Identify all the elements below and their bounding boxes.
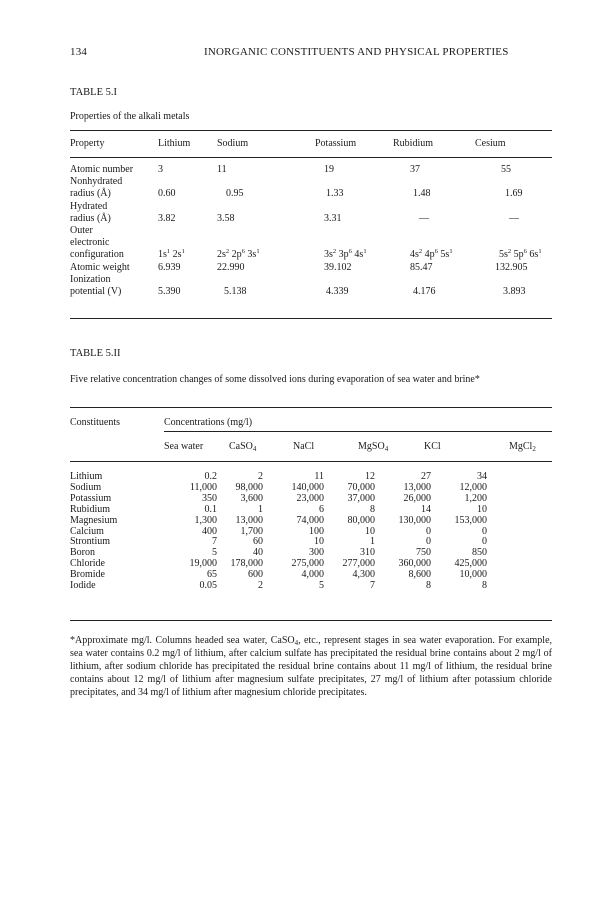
table-cell: 1,200: [464, 492, 487, 504]
table2-footnote: *Approximate mg/l. Columns headed sea water, CaSO$_4$, etc., represent stages in sea water evaporation. For example, sea water contains 0.2 mg/l of lithium, after calcium sulfate has precipitated the residual brine contains about 2 mg/l of lithium, after sodium chloride has precipitated the residual brine contains about 11 mg/l of lithium, the residual brine contains about 12 mg/l of lithium after magnesium sulfate precipitates, 27 mg/l of lithium after potassium chloride precipitates, and 34 mg/l of lithium after magnesium chloride precipitates.: [70, 635, 553, 698]
table-cell: 37,000: [347, 492, 375, 504]
table-cell: 27: [421, 471, 431, 482]
constituent-name: Sodium: [70, 481, 102, 493]
table-cell: 8: [426, 580, 431, 592]
table-cell: 4,300: [352, 569, 375, 581]
property-label: Hydrated: [70, 200, 108, 212]
table-cell: 12,000: [459, 481, 487, 493]
table-row: [70, 213, 579, 225]
table-cell: 8: [482, 580, 487, 592]
table-row: [70, 176, 579, 188]
table-cell: 70,000: [347, 481, 375, 493]
table-row: [70, 262, 579, 274]
table2-constituents-header: Constituents: [70, 417, 121, 428]
table-cell: 100: [309, 525, 324, 537]
table-cell: 350: [202, 492, 217, 504]
table-row: [70, 164, 579, 176]
table2-stage-header: MgSO$_4$: [358, 441, 389, 453]
constituent-name: Lithium: [70, 471, 103, 482]
table-cell: 3.31: [324, 212, 342, 224]
config-cell: $2s^2$ $2p^6$ $3s^1$: [217, 248, 260, 261]
property-label: potential (V): [70, 286, 122, 298]
table1-caption: Properties of the alkali metals: [70, 111, 190, 122]
table-row: [70, 581, 487, 592]
property-label: Nonhydrated: [70, 176, 123, 188]
constituent-name: Strontium: [70, 536, 111, 548]
table-cell: 19: [324, 164, 334, 175]
table-cell: 3.58: [217, 212, 235, 224]
table-cell: 3: [158, 164, 163, 175]
table-cell: 1,300: [194, 514, 217, 526]
constituent-name: Magnesium: [70, 514, 118, 526]
table-cell: 850: [472, 547, 487, 559]
table2-bottom-rule: [70, 620, 552, 621]
constituent-name: Rubidium: [70, 503, 111, 515]
config-cell: $3s^2$ $3p^6$ $4s^1$: [324, 248, 367, 261]
table2-stage-header: KCl: [424, 441, 441, 452]
table-cell: 1: [258, 503, 263, 515]
table-cell: 13,000: [235, 514, 263, 526]
table-cell: 0: [482, 525, 487, 537]
table-cell: 277,000: [342, 558, 375, 570]
property-label: Atomic weight: [70, 261, 130, 273]
table-cell: 0: [426, 525, 431, 537]
table-row: [70, 516, 487, 527]
table-cell: 65: [207, 569, 217, 581]
table-cell: 153,000: [454, 514, 487, 526]
table-cell: 178,000: [230, 558, 263, 570]
table-cell: 6: [319, 503, 324, 515]
table-cell: 11: [217, 164, 227, 175]
table1-header-rule: [70, 157, 552, 158]
property-label: configuration: [70, 249, 124, 261]
table-cell: 7: [370, 580, 375, 592]
constituent-name: Chloride: [70, 558, 105, 570]
table-cell: 19,000: [189, 558, 217, 570]
table2-caption: Five relative concentration changes of some dissolved ions during evaporation of sea water and brine*: [70, 374, 480, 385]
constituent-name: Calcium: [70, 525, 104, 537]
table-row: [70, 274, 579, 286]
table-cell: 7: [212, 536, 217, 548]
table-cell: 275,000: [291, 558, 324, 570]
table-cell: 2: [258, 580, 263, 592]
table2-concentrations-rule: [164, 431, 552, 432]
table-cell: 3.893: [503, 286, 526, 298]
table-row: [70, 505, 487, 516]
table2-label: TABLE 5.II: [70, 348, 121, 359]
table-row: [70, 527, 487, 538]
table-cell: 74,000: [296, 514, 324, 526]
table-cell: 3,600: [240, 492, 263, 504]
table-cell: 600: [248, 569, 263, 581]
config-cell: $1s^1$ $2s^1$: [158, 248, 185, 261]
table-cell: 40: [253, 547, 263, 559]
table-cell: 360,000: [398, 558, 431, 570]
table-cell: 98,000: [235, 481, 263, 493]
table-cell: 130,000: [398, 514, 431, 526]
table-cell: 425,000: [454, 558, 487, 570]
table-cell: 5.390: [158, 286, 181, 298]
table1-col-header: Rubidium: [393, 138, 434, 149]
table-cell: 1: [370, 536, 375, 548]
table-cell: 80,000: [347, 514, 375, 526]
table-cell: 10: [477, 503, 487, 515]
table1-col-header: Potassium: [315, 138, 357, 149]
config-cell: $4s^2$ $4p^6$ $5s^1$: [410, 248, 453, 261]
table-cell: 13,000: [403, 481, 431, 493]
table-cell: 5.138: [224, 286, 247, 298]
table1-col-header: Property: [70, 138, 105, 149]
table-cell: 750: [416, 547, 431, 559]
table-cell: 10: [314, 536, 324, 548]
property-label: Ionization: [70, 273, 111, 285]
table-row: [70, 286, 579, 298]
table-cell: 8: [370, 503, 375, 515]
table-cell: 37: [410, 164, 420, 175]
table-cell: 26,000: [403, 492, 431, 504]
table2-stage-header: Sea water: [164, 441, 204, 452]
table2-stage-header: MgCl$_2$: [509, 441, 536, 453]
table-cell: 11,000: [189, 481, 217, 493]
table-cell: 55: [501, 164, 511, 175]
table-cell: —: [419, 212, 429, 224]
table-cell: 1.33: [326, 188, 344, 200]
table-cell: 22.990: [217, 261, 245, 273]
table-cell: 39.102: [324, 261, 352, 273]
constituent-name: Boron: [70, 547, 95, 559]
table1-bottom-rule: [70, 318, 552, 319]
table2: [70, 472, 487, 592]
table2-stage-header: NaCl: [293, 441, 315, 452]
table-cell: 0: [482, 536, 487, 548]
table-cell: 0: [426, 536, 431, 548]
table-cell: 12: [365, 471, 375, 482]
table-cell: 60: [253, 536, 263, 548]
table-cell: 2: [258, 471, 263, 482]
table1-col-header: Lithium: [158, 138, 191, 149]
property-label: electronic: [70, 237, 110, 249]
running-title: INORGANIC CONSTITUENTS AND PHYSICAL PROPERTIES: [204, 46, 509, 58]
table-cell: 0.2: [204, 471, 217, 482]
property-label: Outer: [70, 225, 93, 237]
table-row: [70, 570, 487, 581]
table2-concentrations-header: Concentrations (mg/l): [164, 417, 253, 428]
table-cell: 8,600: [408, 569, 431, 581]
table-row: [70, 201, 579, 213]
constituent-name: Potassium: [70, 492, 112, 504]
table-cell: 23,000: [296, 492, 324, 504]
property-label: radius (Å): [70, 188, 111, 200]
table-cell: 6.939: [158, 261, 181, 273]
table-cell: 0.05: [199, 580, 217, 592]
table-cell: 14: [421, 503, 431, 515]
table1-label: TABLE 5.I: [70, 87, 117, 98]
table2-top-rule: [70, 407, 552, 408]
table2-header-rule: [70, 461, 552, 462]
property-label: Atomic number: [70, 164, 134, 175]
table1: [70, 134, 545, 154]
table-cell: 4.176: [413, 286, 436, 298]
table-cell: 0.95: [226, 188, 244, 200]
table-cell: 11: [314, 471, 324, 482]
table1-top-rule: [70, 130, 552, 131]
table-row: [70, 188, 579, 200]
table-cell: 310: [360, 547, 375, 559]
table-cell: 34: [477, 471, 487, 482]
constituent-name: Bromide: [70, 569, 105, 581]
table1-body: [70, 164, 579, 298]
table-cell: 140,000: [291, 481, 324, 493]
table-cell: 400: [202, 525, 217, 537]
table-row: [70, 249, 579, 261]
config-cell: $5s^2$ $5p^6$ $6s^1$: [499, 248, 542, 261]
table-cell: 3.82: [158, 212, 176, 224]
table1-col-header: Cesium: [475, 138, 506, 149]
table-cell: 10,000: [459, 569, 487, 581]
table-cell: 1,700: [240, 525, 263, 537]
table-cell: 10: [365, 525, 375, 537]
table-cell: 4,000: [301, 569, 324, 581]
table2-stage-header: CaSO$_4$: [229, 441, 257, 453]
table-cell: 85.47: [410, 261, 433, 273]
page-number: 134: [70, 46, 88, 58]
table-row: [70, 225, 579, 237]
table-row: [70, 237, 579, 249]
table-cell: —: [509, 212, 519, 224]
property-label: radius (Å): [70, 212, 111, 224]
table-cell: 300: [309, 547, 324, 559]
table-cell: 4.339: [326, 286, 349, 298]
table-cell: 5: [319, 580, 324, 592]
table-cell: 5: [212, 547, 217, 559]
table-cell: 0.60: [158, 188, 176, 200]
constituent-name: Iodide: [70, 580, 96, 592]
table-cell: 132.905: [495, 261, 528, 273]
table-cell: 1.69: [505, 188, 523, 200]
table1-col-header: Sodium: [217, 138, 249, 149]
table1-header-row: [70, 134, 545, 154]
table-cell: 0.1: [204, 503, 217, 515]
table-cell: 1.48: [413, 188, 431, 200]
